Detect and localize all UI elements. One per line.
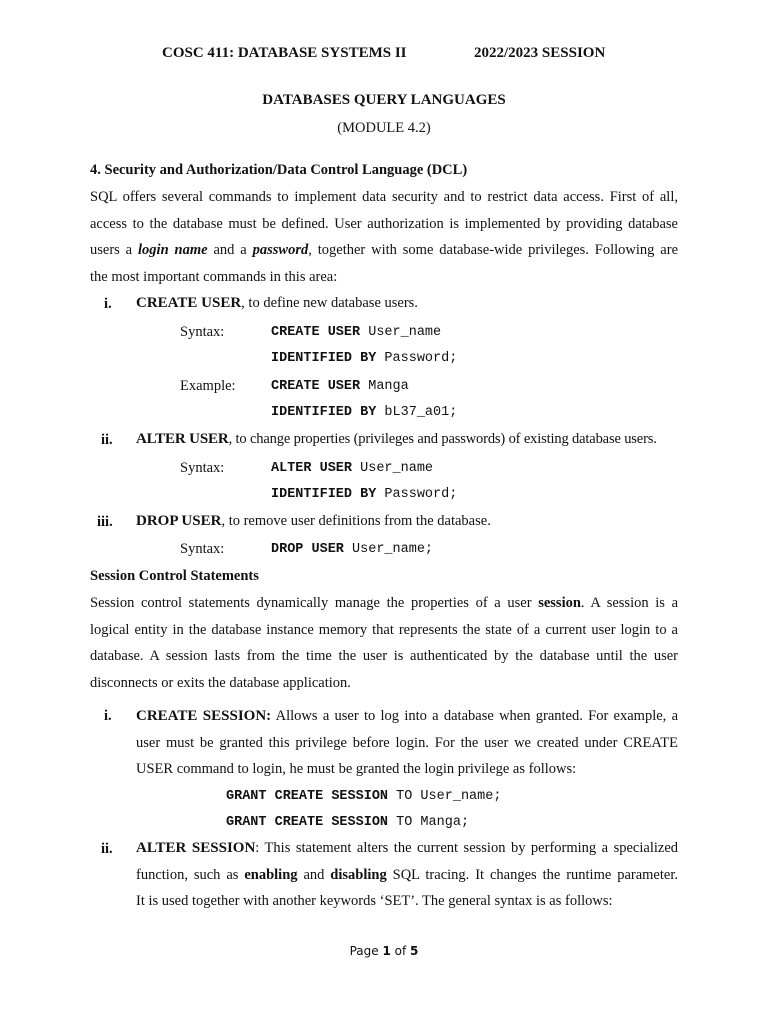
intro-paragraph: SQL offers several commands to implement data security and to restrict data access. First of all, access to the database must be defined. User authorization is implemented by providing database users a login name and a password, together with some database-wide privileges. Following are the most important commands in this area:	[90, 189, 679, 285]
code-line: IDENTIFIED BY Password;	[271, 351, 458, 366]
module-label: (MODULE 4.2)	[337, 120, 431, 136]
session-control-heading: Session Control Statements	[90, 568, 259, 584]
list-numeral: i.	[104, 296, 112, 312]
code-line: GRANT CREATE SESSION TO Manga;	[226, 815, 470, 830]
example-label: Example:	[180, 378, 236, 394]
page-number: Page 1 of 5	[349, 944, 419, 958]
alter-session-item: ALTER SESSION: This statement alters the current session by performing a specialized function, such as enabling and disabling SQL tracing. It changes the runtime parameter. It is used together with another keywords ‘SET’. The general syntax is as follows:	[136, 840, 679, 909]
code-line: IDENTIFIED BY Password;	[271, 487, 458, 502]
code-line: CREATE USER User_name	[271, 325, 442, 340]
session-label: 2022/2023 SESSION	[474, 45, 606, 61]
section-heading: 4. Security and Authorization/Data Control Language (DCL)	[90, 162, 468, 178]
code-line: CREATE USER Manga	[271, 379, 409, 394]
syntax-label: Syntax:	[180, 324, 225, 340]
list-numeral: i.	[104, 708, 112, 724]
command-alter-user: ALTER USER, to change properties (privileges and passwords) of existing database users.	[136, 431, 657, 447]
command-create-user: CREATE USER, to define new database users.	[136, 295, 418, 311]
code-line: GRANT CREATE SESSION TO User_name;	[226, 789, 502, 804]
list-numeral: ii.	[101, 841, 113, 857]
syntax-label: Syntax:	[180, 460, 225, 476]
code-line: ALTER USER User_name	[271, 461, 434, 476]
code-line: IDENTIFIED BY bL37_a01;	[271, 405, 458, 420]
page-title: DATABASES QUERY LANGUAGES	[262, 92, 506, 108]
create-session-item: CREATE SESSION: Allows a user to log into a database when granted. For example, a user must be granted this privilege before login. For the user we created under CREATE USER command to login, he must be granted the login privilege as follows:	[136, 708, 678, 777]
syntax-label: Syntax:	[180, 541, 225, 557]
command-drop-user: DROP USER, to remove user definitions from the database.	[136, 513, 491, 529]
list-numeral: ii.	[101, 432, 113, 448]
code-line: DROP USER User_name;	[271, 542, 434, 557]
list-numeral: iii.	[97, 514, 113, 530]
course-title: COSC 411: DATABASE SYSTEMS II	[162, 45, 407, 61]
session-control-paragraph: Session control statements dynamically manage the properties of a user session. A session is a logical entity in the database instance memory that represents the state of a current user login to a database. A session lasts from the time the user is authenticated by the database until the user disconnects or exits the database application.	[90, 595, 679, 691]
